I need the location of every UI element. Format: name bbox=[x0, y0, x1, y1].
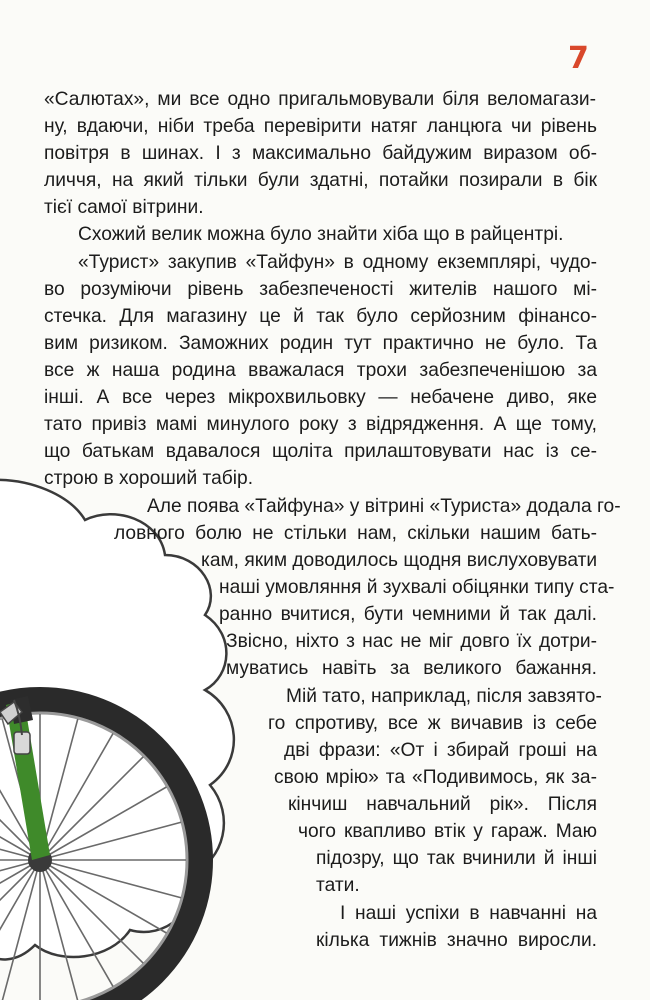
text-line: Мій тато, наприклад, після завзято- bbox=[286, 685, 602, 707]
text-line: кілька тижнів значно виросли. bbox=[316, 929, 597, 951]
text-line: вим ризиком. Заможних родин тут практично не було. Та bbox=[44, 332, 597, 354]
page-number: 7 bbox=[568, 41, 589, 76]
text-line: Але поява «Тайфуна» у вітрині «Туриста» додала го- bbox=[147, 495, 621, 517]
text-line: ну, вдаючи, ніби треба перевірити натяг ланцюга чи рівень bbox=[44, 116, 597, 137]
text-line: муватись навіть за великого бажання. bbox=[226, 657, 597, 679]
text-line: інші. А все через мікрохвильовку — небачене диво, яке bbox=[44, 386, 597, 408]
text-line: дві фрази: «От і збирай гроші на bbox=[284, 739, 597, 761]
text-line: свою мрію» та «Подивимось, як за- bbox=[274, 766, 597, 788]
text-line: І наші успіхи в навчанні на bbox=[340, 902, 597, 924]
text-line: личчя, на який тільки були здатні, потайки позирали в бік bbox=[44, 170, 597, 191]
text-line: во розуміючи рівень забезпеченості жителів нашого мі- bbox=[44, 278, 597, 300]
text-line: ранно вчитися, бути чемними й так далі. bbox=[219, 603, 597, 625]
text-line: тати. bbox=[316, 874, 360, 896]
text-line: Схожий велик можна було знайти хіба що в райцентрі. bbox=[78, 224, 564, 245]
text-line: ловного болю не стільки нам, скільки нашим бать- bbox=[114, 522, 597, 544]
text-line: стечка. Для магазину це й так було серйозним фінансо- bbox=[44, 305, 597, 327]
text-line: чого квапливо втік у гараж. Маю bbox=[298, 820, 597, 842]
text-line: кінчиш навчальний рік». Після bbox=[288, 793, 597, 815]
text-line: що батькам вдавалося щоліта прилаштовувати нас із се- bbox=[44, 440, 597, 462]
text-line: все ж наша родина вважалася трохи забезпеченішою за bbox=[44, 359, 597, 381]
text-line: «Турист» закупив «Тайфун» в одному екземплярі, чудо- bbox=[78, 251, 597, 273]
text-line: строю в хороший табір. bbox=[44, 467, 254, 489]
text-line: го спротиву, все ж вичавив із себе bbox=[268, 712, 597, 734]
text-line: підозру, що так вчинили й інші bbox=[316, 847, 597, 869]
text-line: «Салютах», ми все одно пригальмовували біля веломагази- bbox=[44, 89, 596, 110]
text-line: кам, яким доводилось щодня вислуховувати bbox=[201, 549, 598, 571]
text-line: Звісно, ніхто з нас не міг довго їх дотри- bbox=[226, 630, 597, 652]
text-line: наші умовляння й зухвалі обіцянки типу ста- bbox=[219, 576, 615, 598]
text-line: тато привіз мамі минулого року з відрядження. А ще тому, bbox=[44, 413, 597, 435]
text-line: повітря в шинах. І з максимально байдужим виразом об- bbox=[44, 143, 597, 164]
text-line: тієї самої вітрини. bbox=[44, 197, 204, 218]
